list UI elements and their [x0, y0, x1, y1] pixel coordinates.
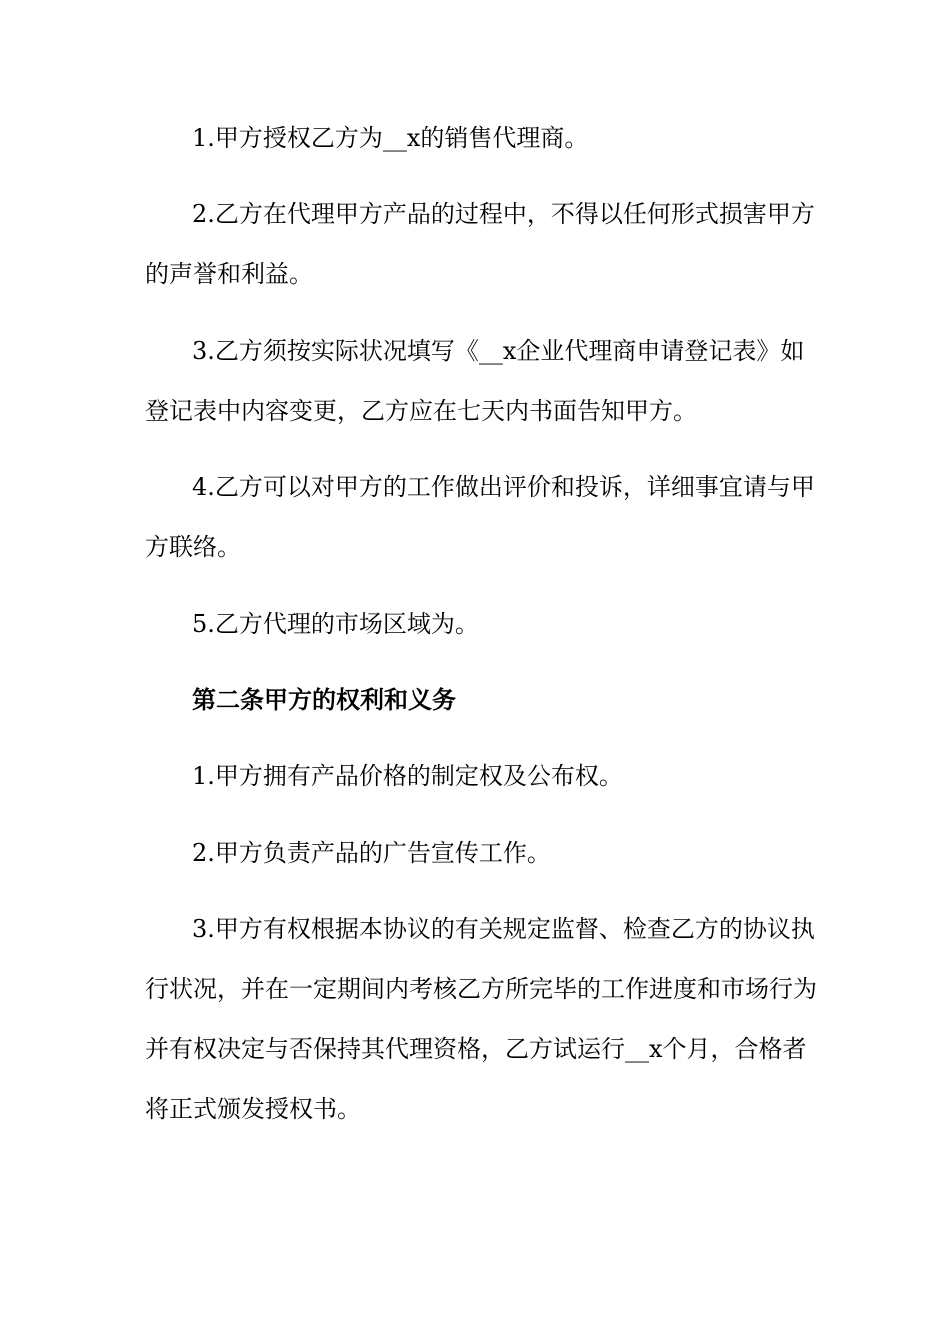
paragraph-8-line-1: 3.甲方有权根据本协议的有关规定监督、检查乙方的协议执 — [192, 915, 815, 943]
paragraph-7-line-1: 2.甲方负责产品的广告宣传工作。 — [192, 839, 551, 867]
paragraph-4-line-1: 4.乙方可以对甲方的工作做出评价和投诉，详细事宜请与甲 — [192, 473, 815, 501]
paragraph-2-line-1: 2.乙方在代理甲方产品的过程中，不得以任何形式损害甲方 — [192, 200, 815, 228]
paragraph-3-line-1: 3.乙方须按实际状况填写《__x企业代理商申请登记表》如 — [192, 337, 805, 365]
paragraph-1-line-1: 1.甲方授权乙方为__x的销售代理商。 — [192, 124, 589, 152]
paragraph-3-line-2: 登记表中内容变更，乙方应在七天内书面告知甲方。 — [145, 397, 697, 425]
paragraph-6-line-1: 1.甲方拥有产品价格的制定权及公布权。 — [192, 762, 623, 790]
paragraph-8-line-3: 并有权决定与否保持其代理资格，乙方试运行__x个月，合格者 — [145, 1035, 807, 1063]
paragraph-8-line-4: 将正式颁发授权书。 — [145, 1095, 361, 1123]
paragraph-4-line-2: 方联络。 — [145, 533, 241, 561]
paragraph-5-line-1: 5.乙方代理的市场区域为。 — [192, 610, 479, 638]
section-heading: 第二条甲方的权利和义务 — [192, 685, 456, 714]
paragraph-8-line-2: 行状况，并在一定期间内考核乙方所完毕的工作进度和市场行为 — [145, 975, 817, 1003]
paragraph-2-line-2: 的声誉和利益。 — [145, 260, 313, 288]
